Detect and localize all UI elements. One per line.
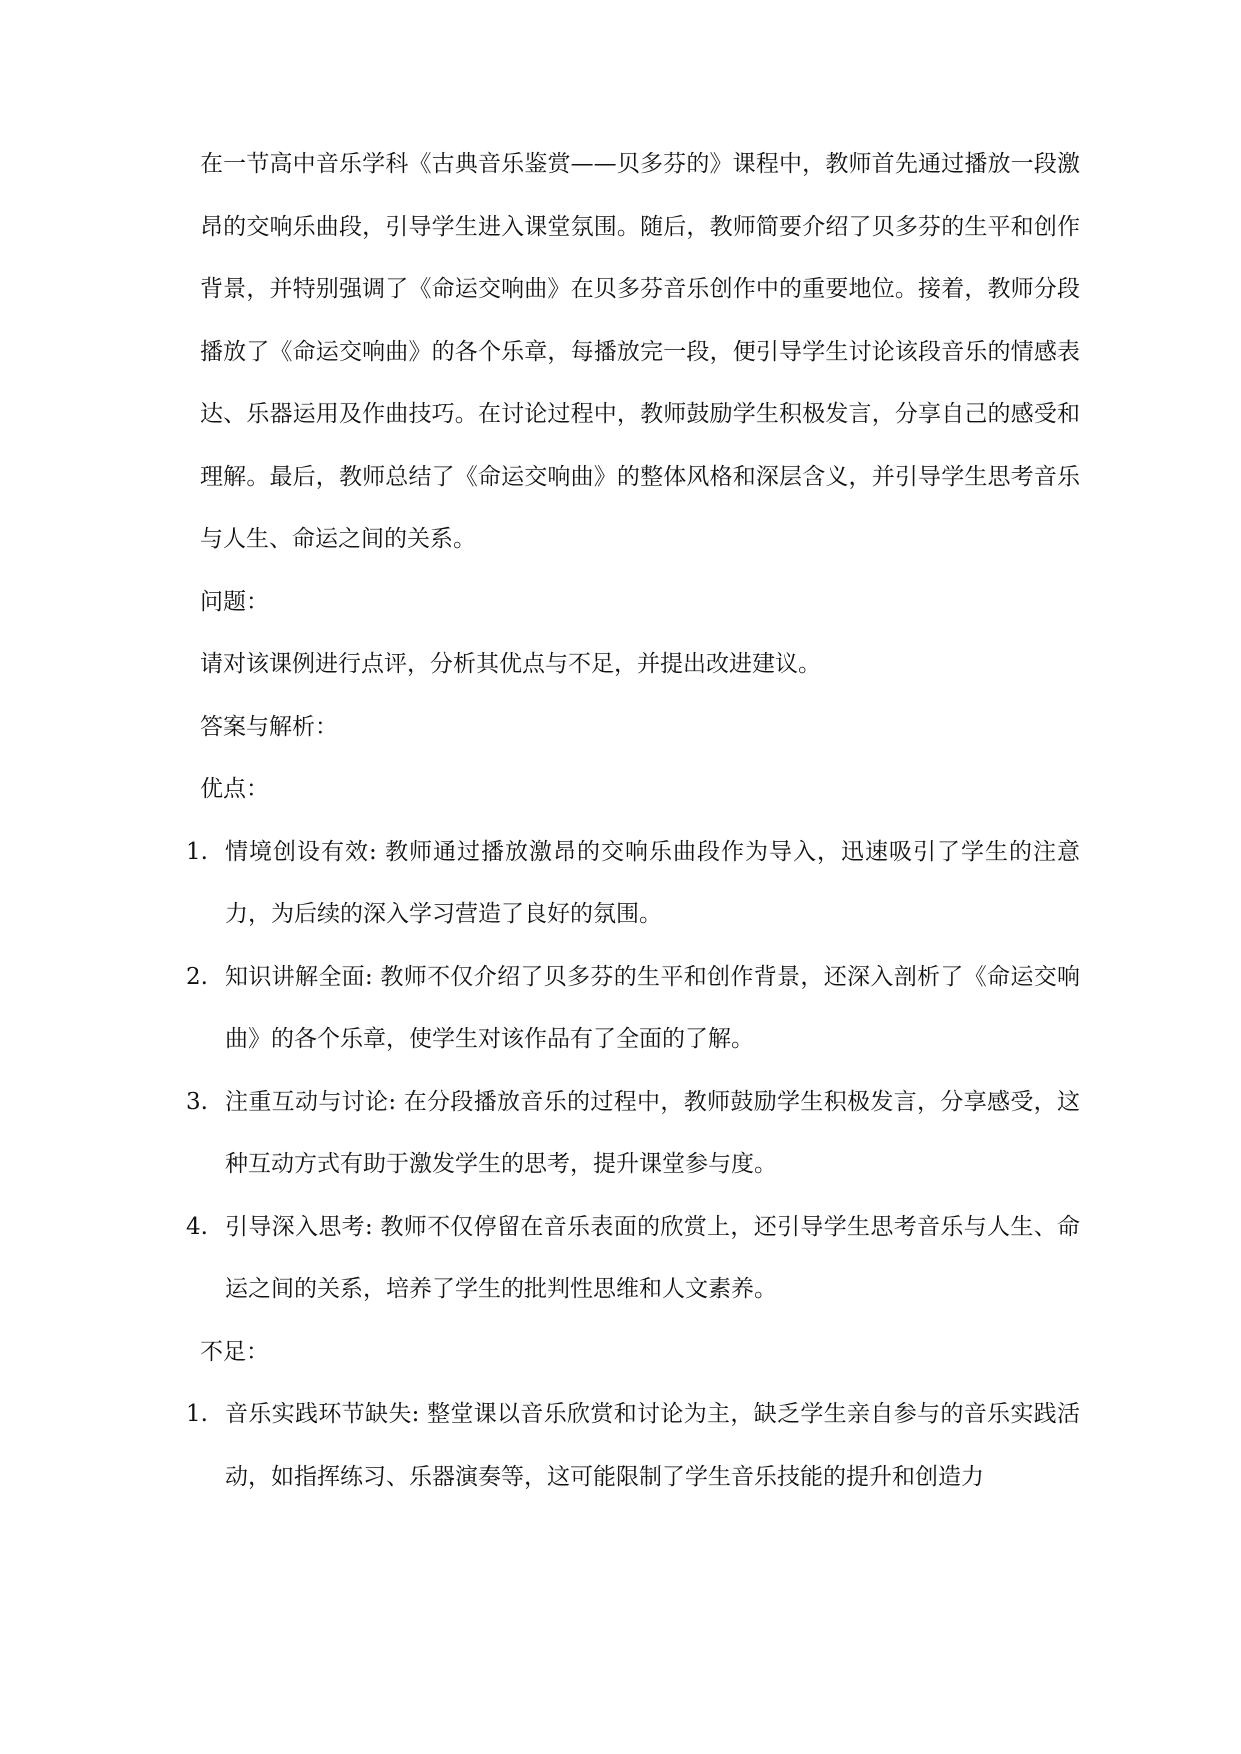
list-number: 3. (186, 1088, 208, 1115)
list-item-text: 整堂课以音乐欣赏和讨论为主，缺乏学生亲自参与的音乐实践活动，如指挥练习、乐器演奏等，这可能限制了学生音乐技能的提升和创造力 (225, 1401, 1081, 1490)
question-label: 问题： (200, 588, 269, 615)
list-number: 1. (186, 838, 208, 865)
weaknesses-label: 不足： (200, 1338, 269, 1365)
strengths-label: 优点： (200, 776, 269, 802)
list-item-title: 音乐实践环节缺失: (225, 1401, 420, 1427)
list-item-text: 在分段播放音乐的过程中，教师鼓励学生积极发言，分享感受，这种互动方式有助于激发学生的思考，提升课堂参与度。 (225, 1088, 1081, 1177)
intro-paragraph: 在一节高中音乐学科《古典音乐鉴赏——贝多芬的》课程中，教师首先通过播放一段激昂的交响乐曲段，引导学生进入课堂氛围。随后，教师简要介绍了贝多芬的生平和创作背景，并特别强调了《命运交响曲》在贝多芬音乐创作中的重要地位。接着，教师分段播放了《命运交响曲》的各个乐章，每播放完一段，便引导学生讨论该段音乐的情感表达、乐器运用及作曲技巧。在讨论过程中，教师鼓励学生积极发言，分享自己的感受和理解。最后，教师总结了《命运交响曲》的整体风格和深层含义，并引导学生思考音乐与人生、命运之间的关系。 (200, 151, 1080, 552)
list-item (186, 1196, 1081, 1321)
list-item-title: 注重互动与讨论: (225, 1088, 397, 1115)
list-item (186, 821, 1081, 946)
strengths-list (186, 821, 1081, 1321)
weaknesses-list (186, 1383, 1081, 1508)
list-item (186, 1383, 1081, 1508)
document-page (186, 133, 1081, 1508)
list-number: 1. (186, 1401, 208, 1427)
answer-label: 答案与解析： (200, 713, 338, 740)
question-text: 请对该课例进行点评，分析其优点与不足，并提出改进建议。 (200, 651, 821, 677)
list-item-text: 教师通过播放激昂的交响乐曲段作为导入，迅速吸引了学生的注意力，为后续的深入学习营造了良好的氛围。 (225, 838, 1081, 927)
list-item-title: 知识讲解全面: (225, 963, 373, 990)
list-item-text: 教师不仅介绍了贝多芬的生平和创作背景，还深入剖析了《命运交响曲》的各个乐章，使学生对该作品有了全面的了解。 (225, 963, 1081, 1052)
list-item-title: 引导深入思考: (225, 1213, 373, 1240)
list-number: 2. (186, 963, 208, 990)
list-item (186, 1071, 1081, 1196)
list-item-text: 教师不仅停留在音乐表面的欣赏上，还引导学生思考音乐与人生、命运之间的关系，培养了学生的批判性思维和人文素养。 (225, 1213, 1081, 1302)
list-item-title: 情境创设有效: (225, 838, 377, 865)
list-item (186, 946, 1081, 1071)
list-number: 4. (186, 1213, 208, 1240)
